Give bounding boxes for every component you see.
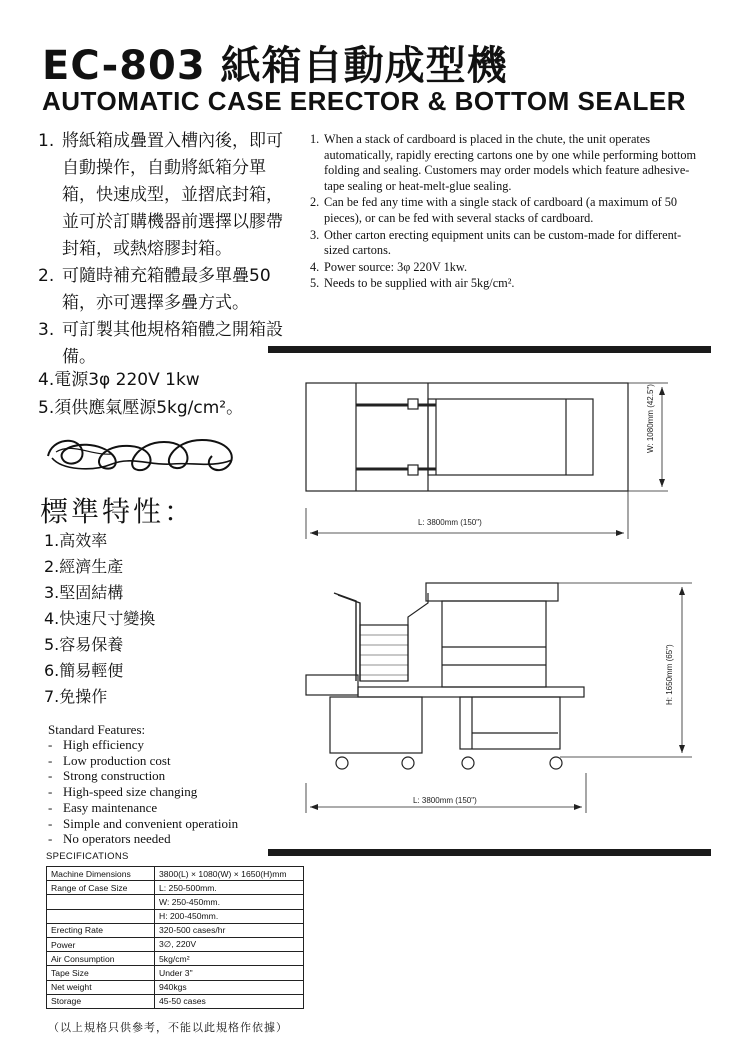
english-description-item xyxy=(310,276,705,292)
spec-value: 320-500 cases/hr xyxy=(155,923,304,937)
standard-features-title-english: Standard Features: xyxy=(48,722,146,737)
standard-features-list-english xyxy=(48,737,238,847)
specifications-table xyxy=(46,866,304,1009)
spec-value: L: 250-500mm. xyxy=(155,881,304,895)
spec-value: 5kg/cm² xyxy=(155,952,304,966)
spec-value: 3800(L) × 1080(W) × 1650(H)mm xyxy=(155,867,304,881)
feature-item: 5.容易保養 xyxy=(44,635,124,654)
feature-item: - No operators needed xyxy=(48,831,171,847)
item-number: 1. xyxy=(310,132,320,146)
item-number: 5. xyxy=(310,276,320,291)
table-row xyxy=(47,952,304,966)
spec-key: Range of Case Size xyxy=(47,881,155,895)
chinese-power-air-notes xyxy=(38,366,243,422)
table-row xyxy=(47,909,304,923)
spec-key: Tape Size xyxy=(47,966,155,980)
english-description-list xyxy=(310,132,705,293)
top-view xyxy=(306,383,668,539)
table-row xyxy=(47,895,304,909)
spec-key: Net weight xyxy=(47,980,155,994)
side-height-dimension: H: 1650mm (65") xyxy=(665,644,674,705)
item-text: 將紙箱成疊置入槽內後，即可自動操作，自動將紙箱分單箱，快速成型，並摺底封箱，並可於訂購機器前選擇以膠帶封箱，或熱熔膠封箱。 xyxy=(62,131,283,259)
feature-text: High efficiency xyxy=(63,737,144,752)
item-number: 3. xyxy=(310,227,320,242)
product-title-chinese: EC-803 紙箱自動成型機 xyxy=(42,43,508,89)
side-view xyxy=(306,583,692,813)
item-text: Other carton erecting equipment units can be custom-made for different-sized cartons. xyxy=(324,227,682,258)
english-description-item xyxy=(310,195,705,226)
feature-text: Easy maintenance xyxy=(63,799,158,815)
specifications-title: SPECIFICATIONS xyxy=(46,851,129,862)
spec-value: 45-50 cases xyxy=(155,994,304,1008)
specification-disclaimer: （以上規格只供參考，不能以此規格作依據） xyxy=(48,1021,288,1034)
spec-key: Storage xyxy=(47,994,155,1008)
feature-item: 2.經濟生產 xyxy=(44,557,124,576)
chinese-description-item xyxy=(38,128,290,263)
feature-text: Low production cost xyxy=(63,752,171,768)
standard-features-title-chinese: 標準特性： xyxy=(40,495,196,528)
english-description-item xyxy=(310,228,705,259)
table-row xyxy=(47,923,304,937)
spec-value: H: 200-450mm. xyxy=(155,909,304,923)
spec-key xyxy=(47,909,155,923)
item-text: When a stack of cardboard is placed in the chute, the unit operates automatically, rapidly erecting cartons one by one while performing bottom folding and sealing. Customers may order models which feature adhesive-tape sealing or heat-melt-glue sealing. xyxy=(324,132,697,193)
feature-item: - Easy maintenance xyxy=(48,799,158,815)
table-row xyxy=(47,867,304,881)
feature-item: 7.免操作 xyxy=(44,687,108,706)
table-row xyxy=(47,881,304,895)
power-note: 4.電源3φ 220V 1kw xyxy=(38,370,200,390)
side-length-dimension: L: 3800mm (150") xyxy=(413,796,477,805)
table-row xyxy=(47,994,304,1008)
feature-item: - Strong construction xyxy=(48,768,166,784)
feature-text: Strong construction xyxy=(63,768,166,784)
spec-key: Erecting Rate xyxy=(47,923,155,937)
item-text: Power source: 3φ 220V 1kw. xyxy=(324,259,468,274)
spec-key xyxy=(47,895,155,909)
chinese-description-list xyxy=(38,128,290,371)
feature-text: No operators needed xyxy=(63,831,171,847)
item-number: 1. xyxy=(38,131,55,151)
item-text: 可訂製其他規格箱體之開箱設備。 xyxy=(62,320,283,367)
air-note: 5.須供應氣壓源5kg/cm²。 xyxy=(38,398,244,418)
feature-item: - Low production cost xyxy=(48,752,171,768)
item-number: 2. xyxy=(310,195,320,210)
feature-item: - High efficiency xyxy=(48,737,144,752)
spec-key: Power xyxy=(47,937,155,951)
table-row xyxy=(47,937,304,951)
item-text: Can be fed any time with a single stack of cardboard (a maximum of 50 pieces), or can be fed with several stacks of cardboard. xyxy=(324,195,678,225)
spec-value: 940kgs xyxy=(155,980,304,994)
chinese-description-item xyxy=(38,317,290,371)
item-text: 可隨時補充箱體最多單疊50箱，亦可選擇多疊方式。 xyxy=(62,266,271,313)
technical-drawing xyxy=(268,353,711,849)
feature-item: - Simple and convenient operatioin xyxy=(48,815,239,831)
feature-text: Simple and convenient operatioin xyxy=(63,815,239,831)
item-number: 2. xyxy=(38,266,55,286)
feature-item: 3.堅固結構 xyxy=(44,583,124,602)
feature-item: - High-speed size changing xyxy=(48,784,198,800)
feature-item: 1.高效率 xyxy=(44,531,108,550)
spec-value: Under 3" xyxy=(155,966,304,980)
product-title-english: AUTOMATIC CASE ERECTOR & BOTTOM SEALER xyxy=(42,86,686,116)
standard-features-list-chinese xyxy=(44,528,155,710)
item-text: Needs to be supplied with air 5kg/cm². xyxy=(324,276,515,291)
decorative-swirl-ornament xyxy=(42,426,242,478)
feature-item: 4.快速尺寸變換 xyxy=(44,609,156,628)
spec-key: Air Consumption xyxy=(47,952,155,966)
feature-text: High-speed size changing xyxy=(63,784,198,800)
table-row xyxy=(47,966,304,980)
item-number: 4. xyxy=(310,259,320,274)
feature-item: 6.簡易輕便 xyxy=(44,661,124,680)
spec-value: 3∅, 220V xyxy=(155,937,304,951)
spec-key: Machine Dimensions xyxy=(47,867,155,881)
item-number: 3. xyxy=(38,320,55,340)
spec-value: W: 250-450mm. xyxy=(155,895,304,909)
top-length-dimension: L: 3800mm (150") xyxy=(418,518,482,527)
english-description-item xyxy=(310,260,705,276)
top-width-dimension: W: 1080mm (42.5") xyxy=(646,384,655,453)
table-row xyxy=(47,980,304,994)
chinese-description-item xyxy=(38,263,290,317)
english-description-item xyxy=(310,132,705,194)
